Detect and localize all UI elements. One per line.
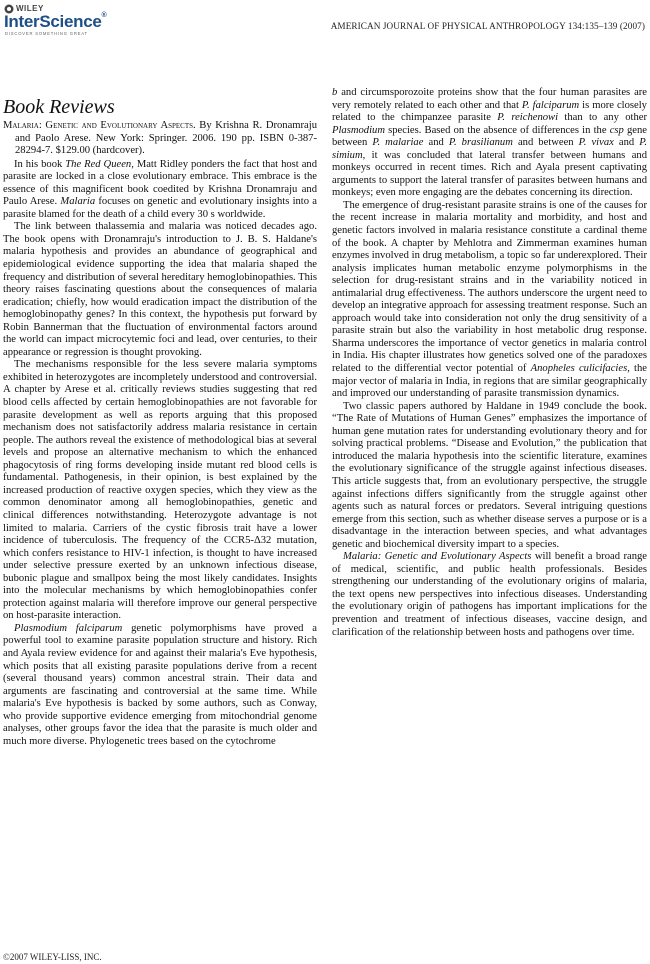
text-run: In his book	[14, 158, 66, 170]
text-run: than to any other	[558, 112, 647, 124]
italic-title: Malaria	[60, 196, 96, 208]
book-title: Malaria: Genetic and Evolutionary Aspects.	[3, 120, 196, 131]
text-run: , the major vector of malaria in India, in regions that are similar geographically and improved our understanding of parasite transmission dynamics.	[332, 363, 647, 400]
italic-species: Plasmodium falciparum	[14, 622, 123, 634]
text-run: will benefit a broad range of medical, scientific, and public health professionals. Besides strengthening our understanding of the evolutionary origins of malaria, the text opens new perspectives into infectious diseases. Understanding the evolutionary origin of pathogens has important implications for the prevention and treatment of infectious diseases, vaccine design, and clarification of the relationship between hosts and pathogens over time.	[332, 551, 647, 638]
italic-species: Anopheles culicifacies	[530, 363, 628, 375]
paragraph-7	[332, 551, 647, 639]
italic-species: P. simium	[332, 137, 648, 161]
italic-species: P. falciparum	[521, 99, 580, 111]
italic-title: Malaria: Genetic and Evolutionary Aspects	[343, 551, 532, 563]
copyright-footer: ©2007 WILEY-LISS, INC.	[3, 952, 102, 962]
text-run: genetic polymorphisms have proved a powerful tool to examine parasite population structure and history. Rich and Ayala review evidence for and against their malaria's Eve hypothesis, which posits that all existing parasite populations derive from a recent (several thousand years) common ancestral strain. Their data and arguments are fascinating and controversial at the same time. While malaria's Eve hypothesis is backed by some authors, such as Conway, who provide supportive evidence emerging from mitochondrial genome analyses, other groups favor the idea that the parasite is much older and much more diverse. Phylogenetic trees based on the cytochrome	[3, 622, 317, 747]
section-title: Book Reviews	[3, 96, 115, 118]
brand-name: InterScience	[4, 12, 102, 31]
registered-mark: ®	[101, 12, 107, 19]
italic-species: P. reichenowi	[497, 112, 559, 124]
book-details: By Krishna R. Dronamraju and Paolo Arese. New York: Springer. 2006. 190 pp. ISBN 0-387-28294-7. $129.00 (hardcover).	[15, 120, 317, 157]
italic-species: Plasmodium	[332, 124, 385, 136]
wiley-interscience-logo	[4, 4, 154, 34]
italic-gene: b	[332, 87, 338, 98]
paragraph-2: The link between thalassemia and malaria was noticed decades ago. The book opens with Dronamraju's introduction to J. B. S. Haldane's malaria hypothesis and provides an abundance of geographical and epidemiological evidence supporting the idea that malaria shaped the frequency and distribution of several hereditary hemoglobinopathies. This theory raises fascinating questions about the consequences of malaria eradication; chiefly, how would eradication impact the distribution of the hemoglobinopathy genes? In this context, the hypothesis put forward by Robin Bannerman that the fluctuation of environmental factors around the world can impact microcytemic foci and lead, over centuries, to their appearance or regression is thought provoking.	[3, 221, 318, 358]
text-run: species. Based on the absence of differences in the	[384, 124, 610, 136]
text-run: focuses on genetic and evolutionary insights into a parasite blamed for the death of a child every 30 s worldwide.	[3, 196, 317, 220]
paragraph-1	[3, 159, 317, 222]
italic-species: P. brasilianum	[448, 137, 513, 149]
wiley-wordmark: WILEY	[16, 4, 44, 13]
paragraph-4	[3, 623, 317, 748]
journal-running-header: AMERICAN JOURNAL OF PHYSICAL ANTHROPOLOGY 134:135–139 (2007)	[330, 21, 645, 31]
paragraph-6: Two classic papers authored by Haldane in 1949 conclude the book. “The Rate of Mutations of Human Genes” emphasizes the importance of human gene mutation rates for understanding evolutionary theory and for solving practical problems. “Disease and Evolution,” the publication that introduced the malaria hypothesis into the scientific literature, examines the evolutionary significance of the struggle against infectious diseases. This article suggests that, from an evolutionary perspective, the struggle against infections differs significantly from the struggle against other agents such as natural forces or predators. Several intriguing questions emerge from this section, such as whether disease serves a purpose or is a disadvantage in the interaction between species, and what advantages genetic and biochemical diversity impart to a species.	[332, 400, 647, 550]
text-run: , Matt Ridley ponders the fact that host and parasite are locked in a close evolutionary embrace. This embrace is the essence of this magnificent book coedited by Krishna Dronamraju and Paulo Arese.	[3, 158, 317, 208]
left-column	[3, 87, 317, 748]
text-run: and between	[512, 137, 579, 149]
book-citation	[3, 120, 317, 158]
paragraph-3: The mechanisms responsible for the less severe malaria symptoms exhibited in heterozygotes are incompletely understood and controversial. A chapter by Arese et al. critically reviews studies suggesting that red blood cells affected by certain hemoglobinopathies are not favorable for parasite development as well as reports arguing that this proposed mechanism does not satisfactorily address malaria resistance in certain people. The authors reveal the existence of methodological bias at several levels and propose an alternative mechanism to which the enhanced phagocytosis of ring forms developing inside mutant red blood cells is fundamental. Pathogenesis, in their opinion, is best explained by the increased production of reactive oxygen species, which they view as the common denominator among all hemoglobinopathies, genetic and clinical differences notwithstanding. Heterozygote advantage is not limited to malaria. Carriers of the cystic fibrosis trait have a lower incidence of tuberculosis. The frequency of the CCR5-Δ32 mutation, which confers resistance to HIV-1 infection, is thought to have increased under selective pressure exerted by an unknown infectious disease, bubonic plague and smallpox being the most likely candidates. Insights into the molecular mechanisms by which hemoglobinopathies confer protection against malaria will therefore improve our general perspective on host-parasite interaction.	[3, 359, 317, 622]
logo-tagline: DISCOVER SOMETHING GREAT	[5, 31, 88, 36]
text-run: gene between	[332, 124, 647, 149]
text-run: , it was concluded that lateral transfer between humans and monkeys occurred in recent times. Rich and Ayala present captivating arguments to support the lateral transfer of parasites between humans and monkeys; even more engaging are the debates concerning its direction.	[332, 149, 647, 199]
text-run: and circumsporozoite proteins show that the four human parasites are very remotely related to each other and that	[332, 87, 647, 111]
text-run: is more closely related to the chimpanzee parasite	[332, 99, 647, 124]
italic-species: P. vivax	[578, 137, 614, 149]
interscience-wordmark	[4, 12, 106, 32]
text-run: and	[613, 137, 640, 149]
italic-gene: csp	[609, 124, 624, 136]
paragraph-4-continued	[332, 87, 647, 200]
right-column	[332, 87, 647, 639]
italic-title: The Red Queen	[65, 158, 132, 170]
text-run: The emergence of drug-resistant parasite strains is one of the causes for the recent increase in malaria mortality and morbidity, and host and genetic factors involved in malaria resistance constitute a cardinal theme of the book. A chapter by Mehlotra and Zimmerman examines human enzymes involved in drug metabolism, a topic so far underexplored. Their analysis implicates human metabolic enzyme polymorphisms in the selection for drug-resistant strains and in the variability noticed in antimalarial drug effectiveness. The authors underscore the urgent need to develop an integrative approach for assessing treatment response. Such an approach would take into consideration not only the drug sensitivity of a parasite strain but also the variability in host metabolic drug response. Sharma underscores the importance of vector genetics in malaria control in India. His chapter illustrates how genetics solved one of the paradoxes related to the differential vector potential of	[332, 199, 647, 375]
text-run: and	[423, 137, 449, 149]
italic-species: P. malariae	[372, 137, 424, 149]
paragraph-5	[332, 200, 647, 401]
